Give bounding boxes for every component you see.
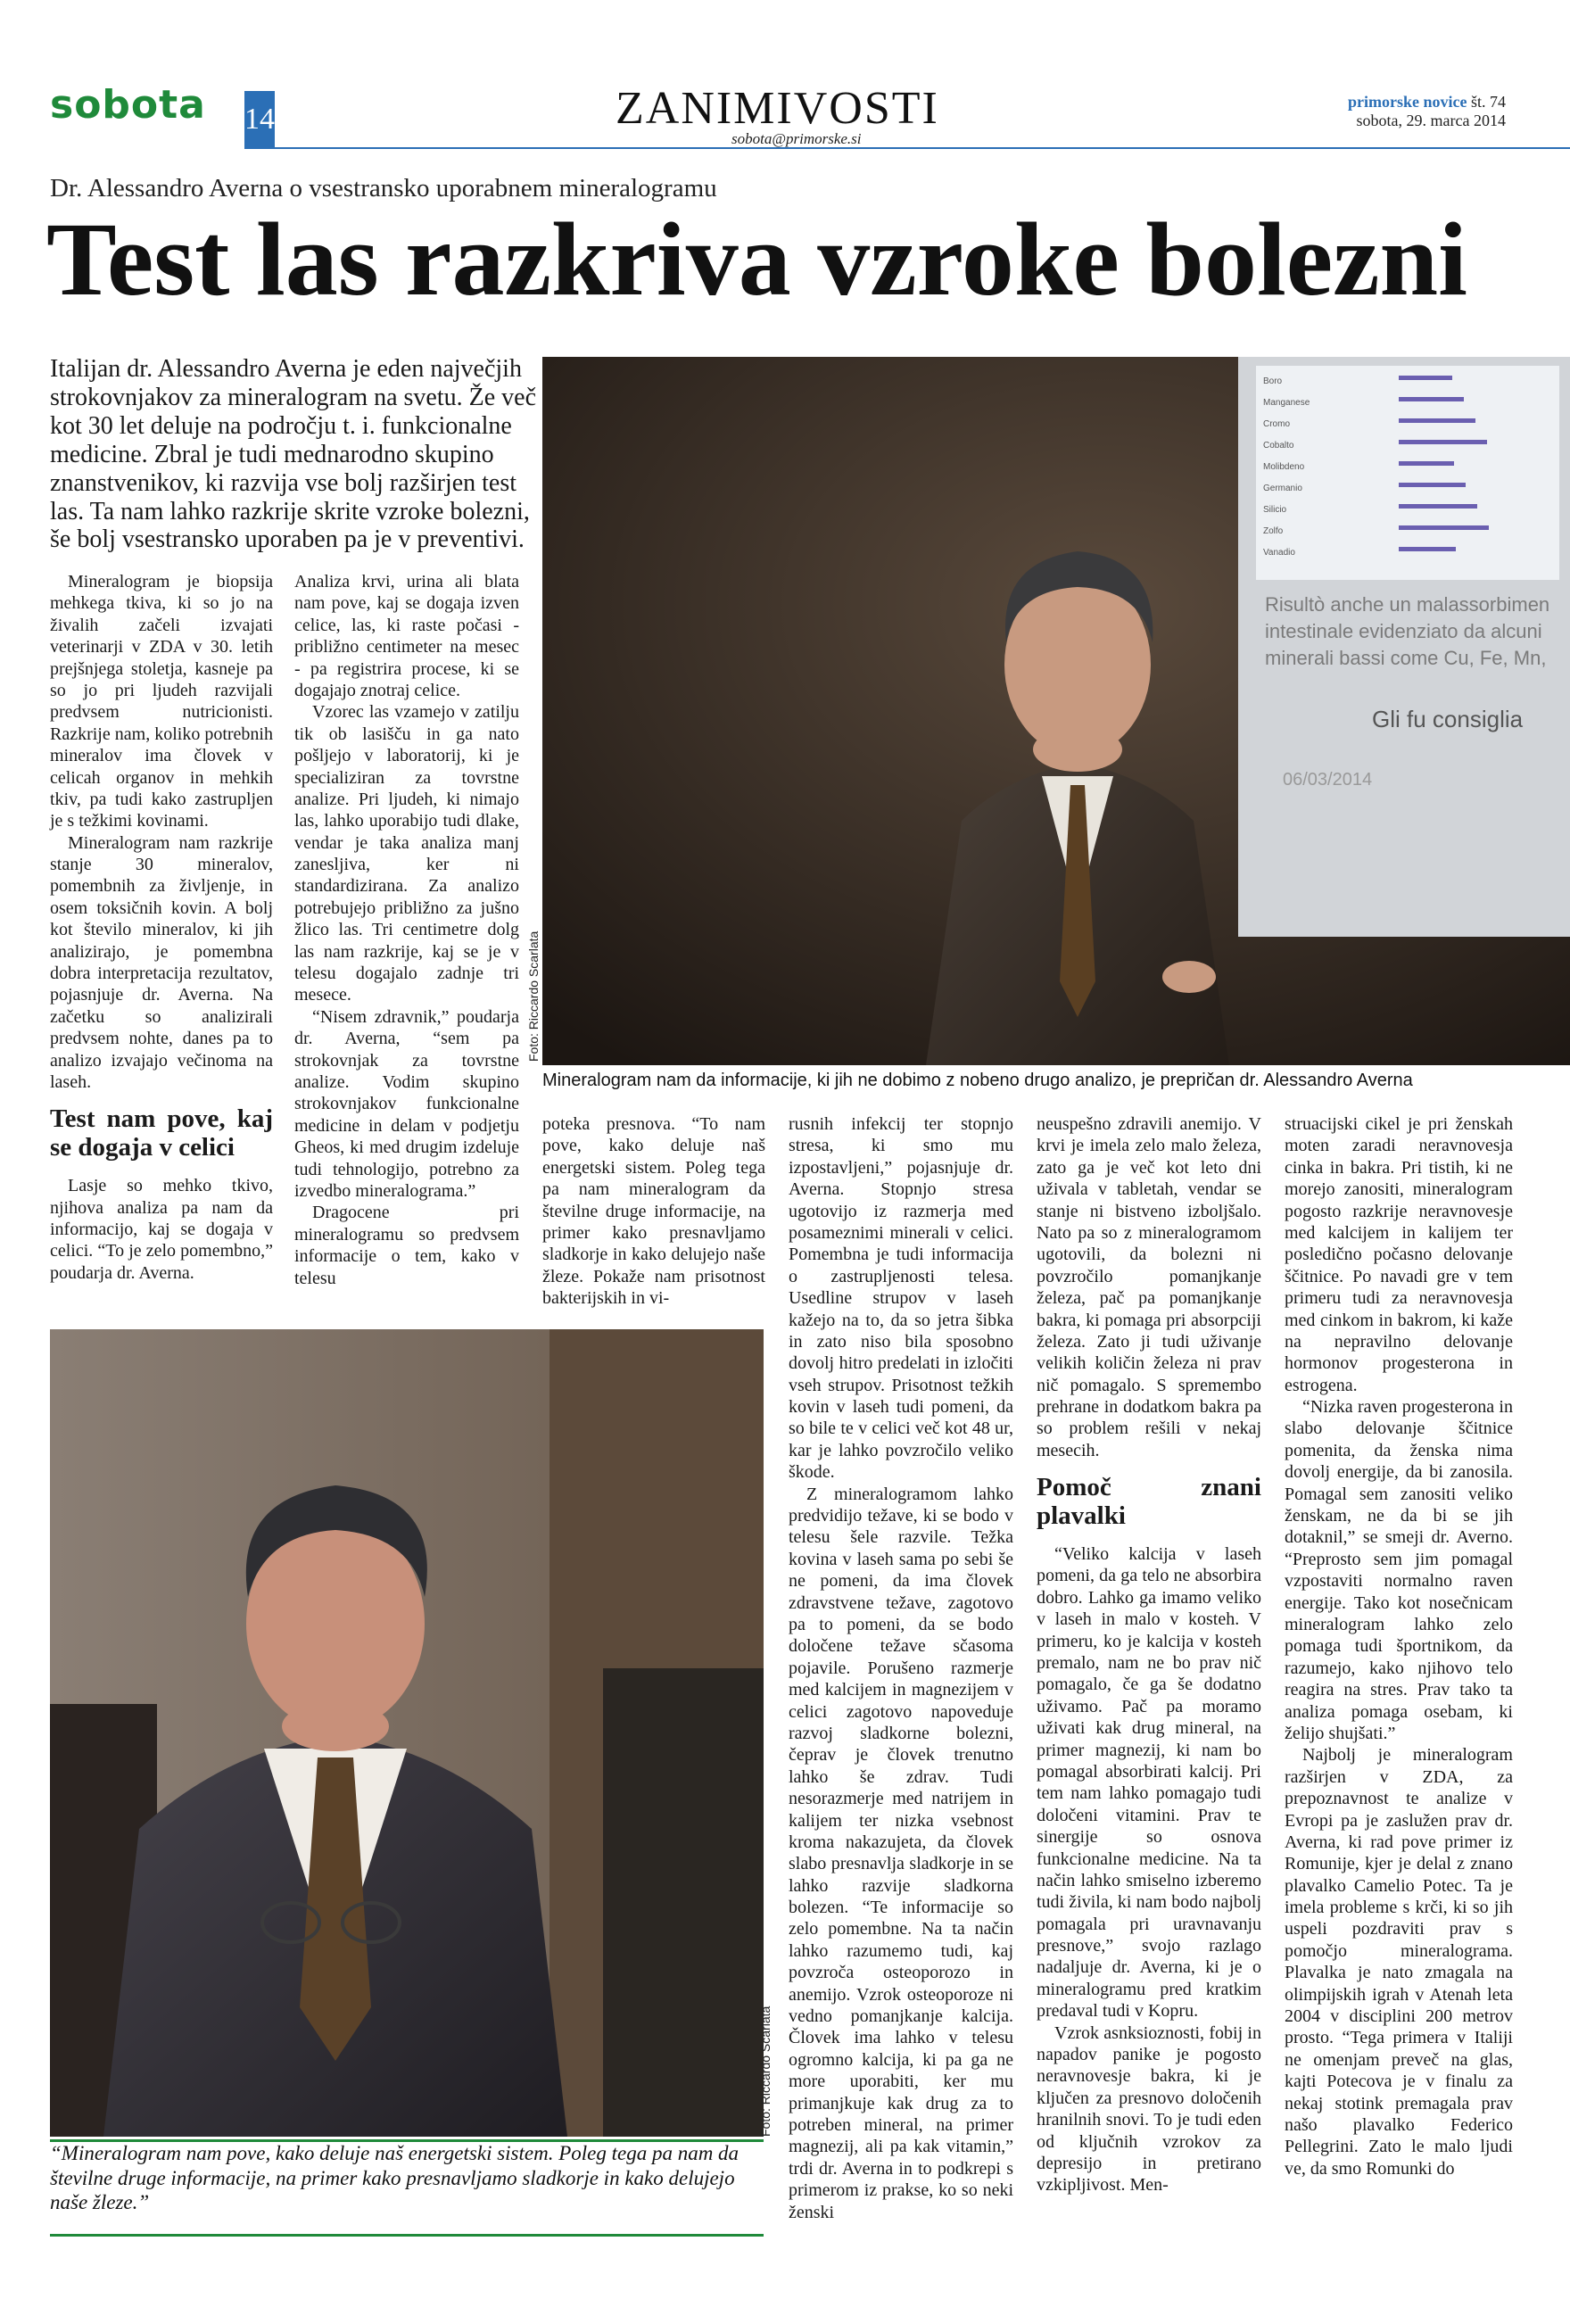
slide-row-bar	[1399, 547, 1456, 551]
col3-paragraph: poteka presnova. “To nam pove, kako deluje naš energetski sistem. Poleg tega pa nam mineralogram da številne druge informacije, na primer kako presnavljamo sladkorje in kako delujejo naše žleze. Pokaže nam prisotnost bakterijskih in vi-	[542, 1114, 765, 1309]
slide-row-bar	[1399, 525, 1489, 530]
section-name: sobota	[50, 82, 206, 128]
article-headline: Test las razkriva vzroke bolezni	[46, 201, 1467, 318]
paper-name: primorske novice	[1348, 93, 1467, 111]
paper-info	[1348, 93, 1506, 130]
col5-paragraph: neuspešno zdravili anemijo. V krvi je imela zelo malo železa, zato ga je več kot leto dni uživala v tabletah, vendar se stanje ni bistveno izboljšalo. Nato pa so z mineralogramom ugotovili, da bolezni ni povzročilo pomanjkanje železa, pač pa pomanjkanje bakra, ki pomaga pri absorpciji železa. Zato ji tudi uživanje velikih količin železa ni prav nič pomagalo. S spremembo prehrane in dodatkom bakra pa so problem rešili v nekaj mesecih.	[1037, 1114, 1261, 1460]
issue-number: št. 74	[1470, 93, 1506, 111]
slide-row-label: Cromo	[1263, 419, 1291, 429]
slide-text-3: minerali bassi come Cu, Fe, Mn,	[1265, 647, 1547, 669]
slide-row-label: Manganese	[1263, 398, 1310, 408]
slide-row-label: Silicio	[1263, 505, 1287, 515]
col2-paragraph: Dragocene pri mineralogramu so predvsem informacije o tem, kako v telesu	[294, 1203, 519, 1288]
slide-row-bar	[1399, 440, 1487, 444]
section-title: ZANIMIVOSTI	[616, 83, 939, 134]
subheading-2: Pomoč znani plavalki	[1037, 1473, 1261, 1531]
issue-date: sobota, 29. marca 2014	[1356, 112, 1506, 129]
slide-row-bar	[1399, 376, 1452, 380]
column-2	[294, 571, 519, 1289]
col4-paragraph: Z mineralogramom lahko predvidijo težave, ki se bodo v telesu šele razvile. Težka kovina v laseh sama po sebi še ne pomeni, da ima človek zdravstvene težave, zagotovo pa to pomeni, da se bodo določene težave sčasoma pojavile. Porušeno razmerje med kalcijem in magnezijem v celici zagotovo napoveduje razvoj sladkorne bolezni, čeprav je človek trenutno lahko še zdrav. Tudi nesorazmerje med natrijem in kalijem ter nizka vsebnost kroma nakazujeta, da človek slabo presnavlja sladkorje in se lahko razvije sladkorna bolezen. “Te informacije so zelo pomembne. Na ta način lahko razumemo tudi, kaj povzroča osteoporozo in anemijo. Vzrok osteoporoze ni vedno pomanjkanje kalcija. Človek ima lahko v telesu ogromno kalcija, ki pa ga ne more uporabiti, ker mu primanjkuje kak drug za to potreben mineral, na primer magnezij, ali pa kak vitamin,” trdi dr. Averna in to podkrepi s primerom iz prakse, ko so neki ženski	[789, 1484, 1013, 2222]
column-6	[1285, 1113, 1513, 2179]
slide-row-bar	[1399, 418, 1475, 423]
slide-row-bar	[1399, 461, 1454, 466]
col1-paragraph: Mineralogram je biopsija mehkega tkiva, ki so jo na živalih začeli izvajati veterinarji v ZDA v 30. letih prejšnjega stoletja, kasneje pa so jo pri ljudeh razvijali predvsem nutricionisti. Razkrije nam, koliko potrebnih mineralov ima človek v celicah organov in mehkih tkiv, pa tudi kako zastrupljen je s težkimi kovinami.	[50, 572, 273, 831]
slide-row-label: Germanio	[1263, 484, 1302, 493]
col1-paragraph: Lasje so mehko tkivo, njihova analiza pa nam da informacijo, kaj se dogaja v celici. “To je zelo pomembno,” poudarja dr. Averna.	[50, 1176, 273, 1283]
header-rule	[244, 147, 1570, 149]
col6-paragraph: “Nizka raven progesterona in slabo delovanje ščitnice pomenita, da ženska nima dovolj energije, da bi zanosila. Pomagal sem zanositi veliko ženskam, ne da bi se jih dotaknil,” se smeji dr. Averno. “Preprosto sem jim pomagal vzpostaviti normalno raven energije. Tako kot nosečnicam mineralogram lahko zelo pomaga tudi športnikom, da razumejo, kako njihovo telo reagira na stres. Prav tako ta analiza pomaga osebam, ki želijo shujšati.”	[1285, 1397, 1513, 1743]
page-number: 14	[244, 91, 275, 148]
photo1-caption: Mineralogram nam da informacije, ki jih ne dobimo z nobeno drugo analizo, je prepričan dr. Alessandro Averna	[542, 1071, 1413, 1090]
slide-row-label: Molibdeno	[1263, 462, 1305, 472]
col6-paragraph: struacijski cikel je pri ženskah moten zaradi neravnovesja cinka in bakra. Pri tistih, ki ne morejo zanositi, mineralogram pogosto razkrije neravnovesje med kalcijem in kalijem ter posledično počasno delovanje ščitnice. Po navadi gre v tem primeru tudi za neravnovesja med cinkom in bakrom, ki kaže na nepravilno delovanje hormonov progesterona in estrogena.	[1285, 1114, 1513, 1395]
slide-row-label: Cobalto	[1263, 441, 1294, 451]
slide-table	[1256, 366, 1559, 580]
column-3	[542, 1113, 765, 1310]
slide-text-1: Risultò anche un malassorbimen	[1265, 593, 1550, 616]
article-lead: Italijan dr. Alessandro Averna je eden največjih strokovnjakov za mineralogram na svetu. Že več kot 30 let deluje na področju t. i. funkcionalne medicine. Zbral je tudi mednarodno skupino znanstvenikov, ki razvija vse bolj razširjen test las. Ta nam lahko razkrije skrite vzroke bolezni, še bolj vsestransko uporaben pa je v preventivi.	[50, 355, 537, 554]
column-4	[789, 1113, 1013, 2223]
col2-paragraph: Analiza krvi, urina ali blata nam pove, kaj se dogaja izven celice, las, ki raste počasi - približno centimeter na mesec - pa registrira procese, ki se dogajajo znotraj celice.	[294, 572, 519, 700]
slide-text-2: intestinale evidenziato da alcuni	[1265, 620, 1542, 642]
col5-paragraph: “Veliko kalcija v laseh pomeni, da ga telo ne absorbira dobro. Lahko ga imamo veliko v laseh in malo v kosteh. V primeru, ko je kalcija v kosteh premalo, nam ne bo prav nič pomagalo, če ga še dodatno uživamo. Pač pa moramo uživati kak drug mineral, na primer magnezij, ki nam bo pomagal absorbirati kalcij. Pri tem nam lahko pomagajo tudi določeni vitamini. Prav te sinergije so osnova funkcionalne medicine. Na ta način lahko smiselno izberemo tudi živila, ki nam bodo najbolj pomagala pri uravnavanju presnove,” svojo razlago nadaljuje dr. Averna, ki je o mineralogramu pred kratkim predaval tudi v Kopru.	[1037, 1544, 1261, 2022]
slide-row-label: Vanadio	[1263, 548, 1295, 558]
col2-paragraph: “Nisem zdravnik,” poudarja dr. Averna, “sem pa strokovnjak za tovrstne analize. Vodim skupino strokovnjakov funkcionalne medicine in delam v podjetju Gheos, ki med drugim izdeluje tudi tehnologijo, potrebno za izvedbo mineralograma.”	[294, 1006, 519, 1201]
photo-portrait	[50, 1329, 764, 2137]
photo1-credit: Foto: Riccardo Scarlata	[526, 930, 541, 1062]
section-email: sobota@primorske.si	[731, 130, 862, 147]
slide-row-bar	[1399, 397, 1464, 401]
slide-row-bar	[1399, 504, 1477, 509]
slide-row-label: Zolfo	[1263, 526, 1284, 536]
caption-rule-bottom	[50, 2234, 764, 2237]
column-1	[50, 571, 273, 1284]
photo-speaker	[542, 357, 1570, 1065]
col4-paragraph: rusnih infekcij ter stopnjo stresa, ki smo mu izpostavljeni,” pojasnjuje dr. Averna. Stopnjo stresa ugotovijo iz razmerja med posameznimi minerali v celici. Pomembna je tudi informacija o zastrupljenosti telesa. Usedline strupov v laseh kažejo na to, da so jetra šibka in zato niso bila sposobno dovolj hitro predelati in izločiti vseh strupov. Prisotnost težkih kovin v laseh tudi pomeni, da so bile te v celici več kot 48 ur, kar je lahko povzročilo veliko škode.	[789, 1114, 1013, 1483]
slide-text-4: Gli fu consiglia	[1372, 706, 1524, 732]
photo2-credit: Foto: Riccardo Scarlata	[758, 2006, 773, 2137]
subheading-1: Test nam pove, kaj se dogaja v celici	[50, 1104, 273, 1162]
slide-row-label: Boro	[1263, 376, 1283, 386]
col2-paragraph: Vzorec las vzamejo v zatilju tik ob lasišču in ga nato pošljejo v laboratorij, ki je specializiran za tovrstne analize. Pri ljudeh, ki nimajo las, lahko uporabijo tudi dlake, vendar je taka analiza manj zanesljiva, ker ni standardizirana. Za analizo potrebujejo približno za jušno žlico las. Tri centimetre dolg las nam razkrije, kaj se je v telesu dogajalo zadnje tri mesece.	[294, 702, 519, 1005]
slide-date: 06/03/2014	[1283, 770, 1373, 790]
article-kicker: Dr. Alessandro Averna o vsestransko uporabnem mineralogramu	[50, 174, 717, 203]
photo2-caption: “Mineralogram nam pove, kako deluje naš energetski sistem. Poleg tega pa nam da številne druge informacije, na primer kako presnavljamo sladkorje in kako delujejo naše žleze.”	[50, 2142, 740, 2214]
column-5	[1037, 1113, 1261, 2196]
slide-row-bar	[1399, 483, 1466, 487]
col1-paragraph: Mineralogram nam razkrije stanje 30 mineralov, pomembnih za življenje, in osem toksičnih kovin. A bolj kot število mineralov, ki jih analizirajo, je pomembna dobra interpretacija rezultatov, pojasnjuje dr. Averna. Na začetku so analizirali predvsem nohte, danes pa to analizo izvajajo večinoma na laseh.	[50, 832, 273, 1092]
col6-paragraph: Najbolj je mineralogram razširjen v ZDA, za prepoznavnost te analize v Evropi pa je zaslužen prav dr. Averna, ki rad pove primer iz Romunije, kjer je delal z znano plavalko Camelio Potec. Ta je imela probleme s krči, ki so jih uspeli pozdraviti prav s pomočjo mineralograma. Plavalka je nato zmagala na olimpijskih igrah v Atenah leta 2004 v disciplini 200 metrov prosto. “Tega primera v Italiji ne omenjam preveč na glas, kajti Potecova je v finalu za nekaj stotink premagala prav našo plavalko Federico Pellegrini. Zato le malo ljudi ve, da smo Romunki do	[1285, 1745, 1513, 2179]
col5-paragraph: Vzrok asnksioznosti, fobij in napadov panike je pogosto neravnovesje bakra, ki je ključen za presnovo določenih hranilnih snovi. To je tudi eden od ključnih vzrokov za depresijo in pretirano vzkipljivost. Men-	[1037, 2022, 1261, 2196]
